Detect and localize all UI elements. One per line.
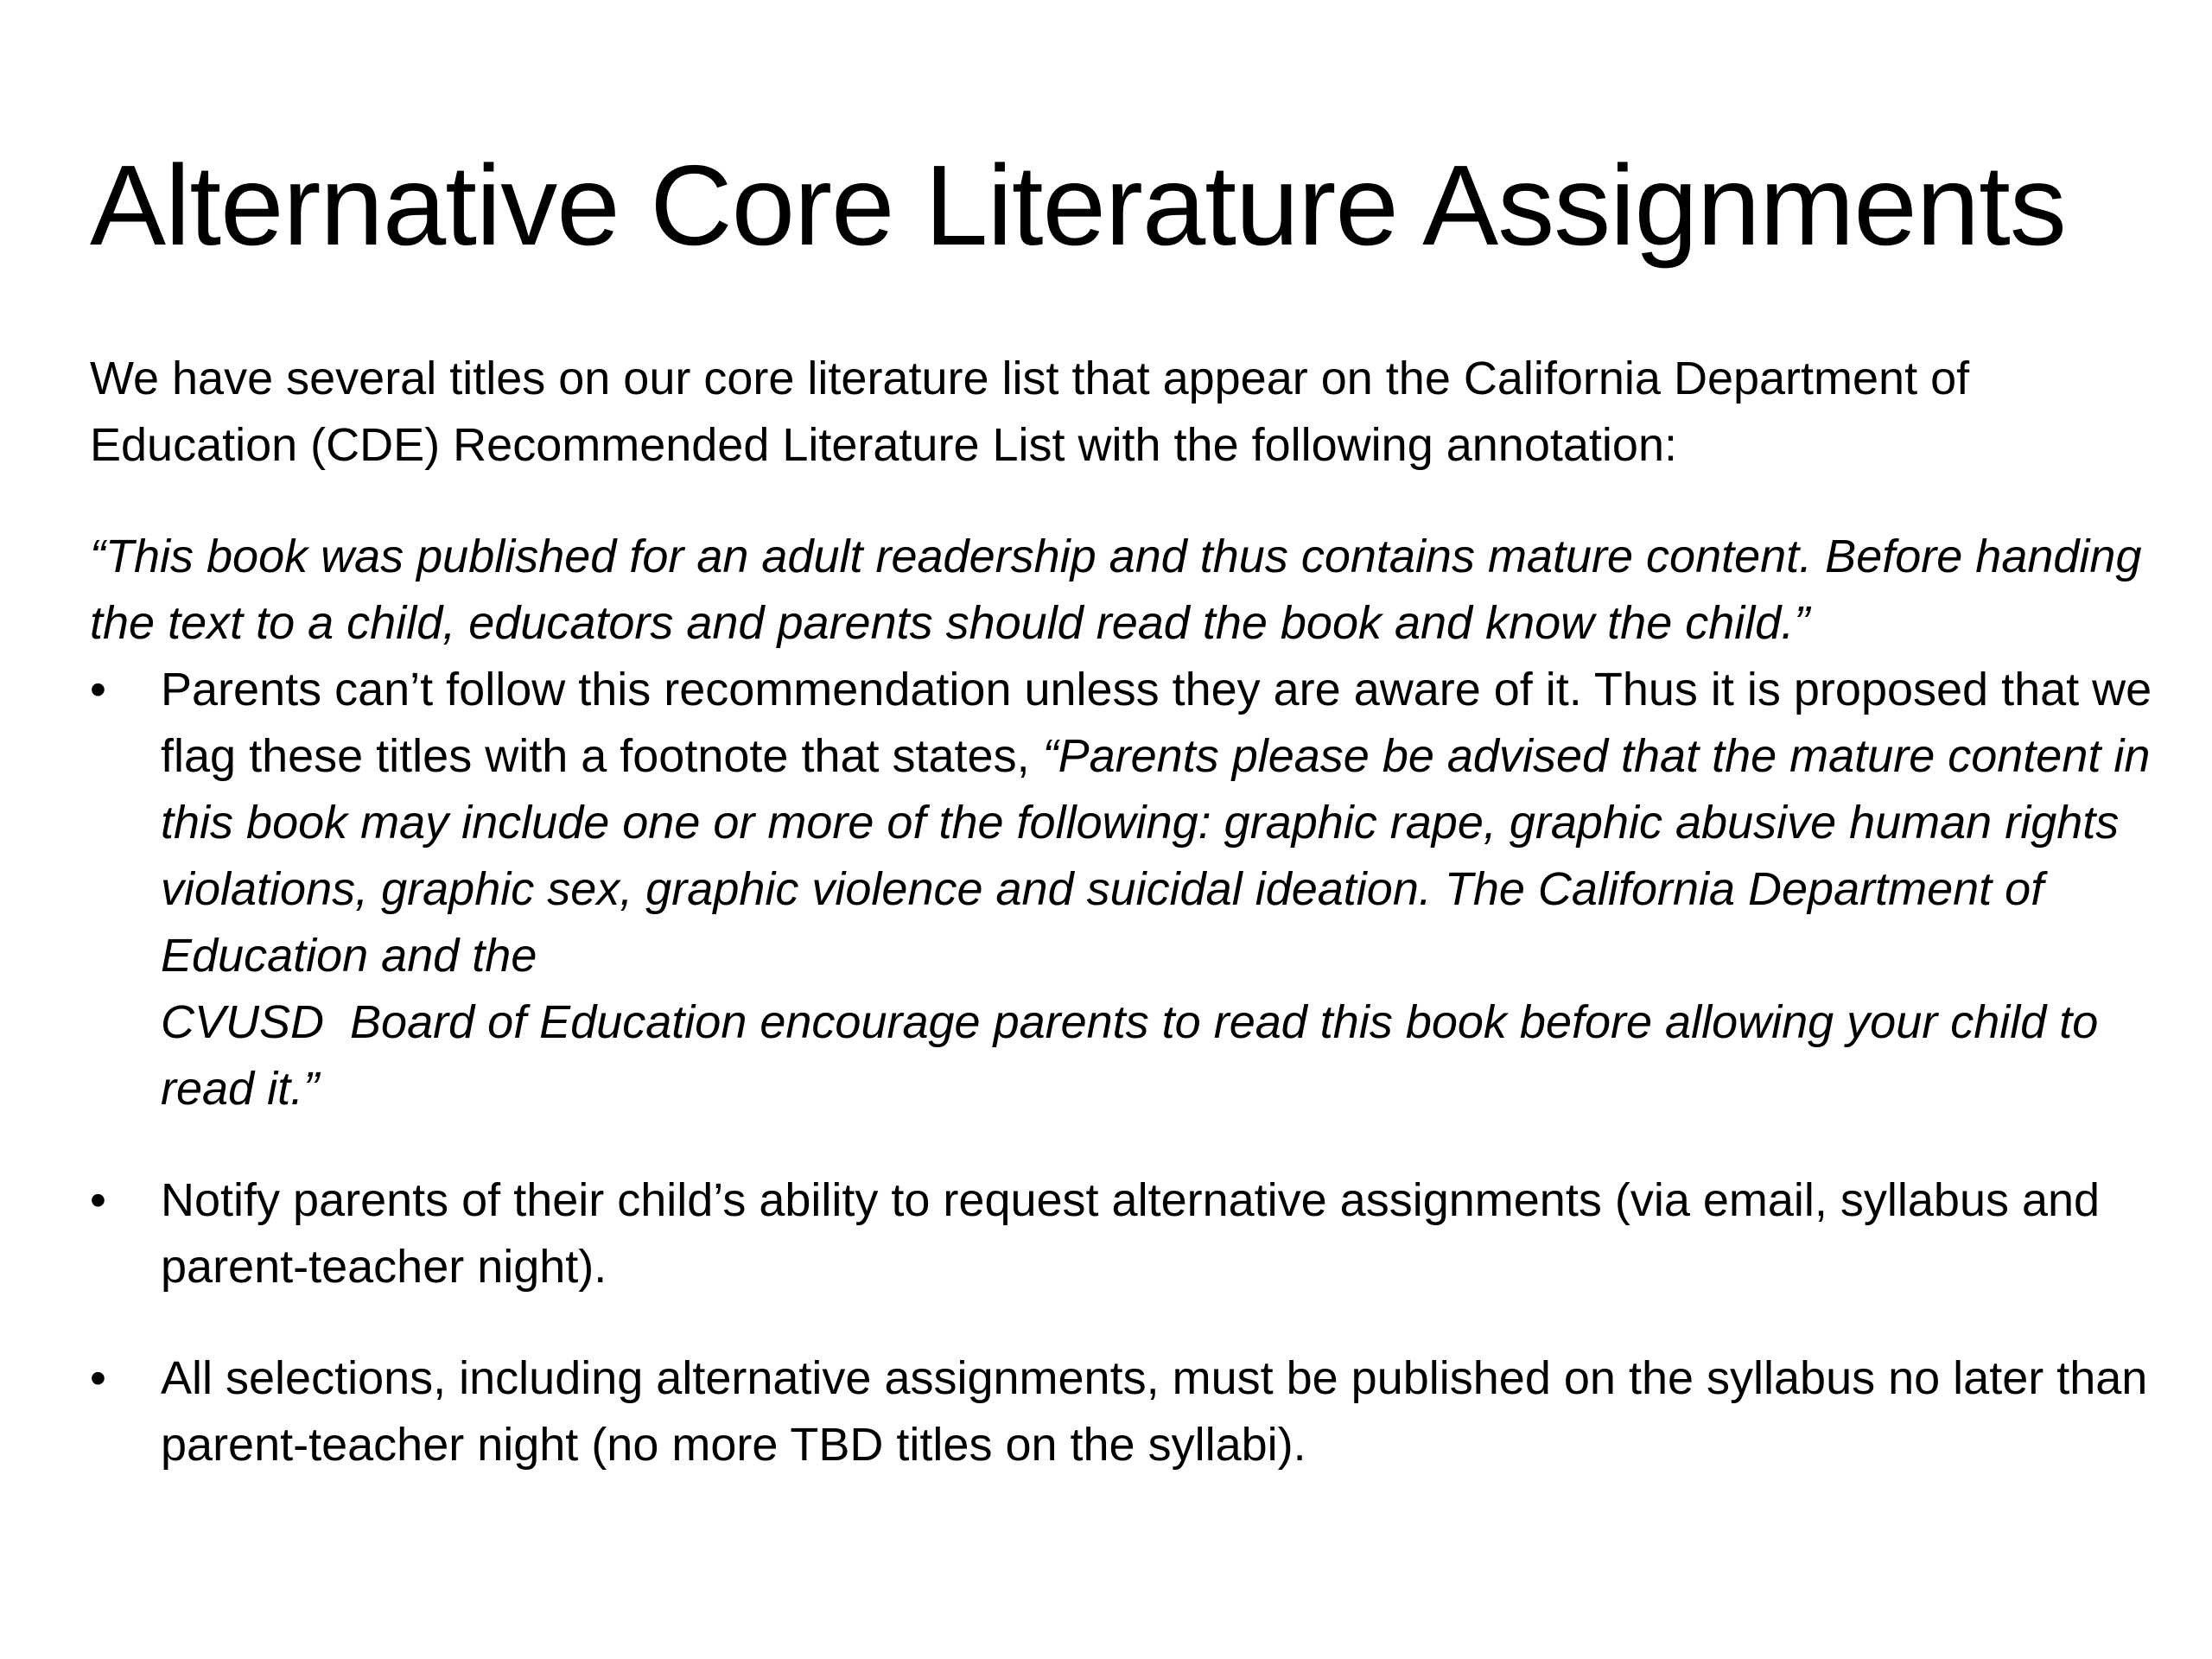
bullet-item-notify — [90, 1167, 2181, 1300]
bullet-icon: • — [90, 1174, 106, 1226]
bullet-icon: • — [90, 1352, 106, 1404]
bullet-text: Parents can’t follow this recommendation unless they are aware of it. Thus it is proposed that we flag these titles with a footnote that states, — [161, 664, 2152, 782]
bullet-text: Notify parents of their child’s ability to request alternative assignments (via email, syllabus and parent-teacher night). — [161, 1174, 2101, 1293]
intro-paragraph: We have several titles on our core literature list that appear on the California Department of Education (CDE) Recommended Literature List with the following annotation: — [90, 353, 1970, 471]
bullet-item-footnote — [90, 657, 2181, 1122]
bullet-text: All selections, including alternative assignments, must be published on the syllabus no later than parent-teacher night (no more TBD titles on the syllabi). — [161, 1352, 2148, 1471]
cde-annotation-quote: “This book was published for an adult readership and thus contains mature content. Before handing the text to a child, educators and parents should read the book and know the child.” — [90, 531, 2142, 649]
bullet-item-publish — [90, 1345, 2181, 1478]
slide-title: Alternative Core Literature Assignments — [90, 142, 2066, 270]
slide-body — [90, 346, 2181, 1478]
footnote-quote-part1: “Parents please be advised that the mature content in this book may include one or more of the following: graphic rape, graphic abusive human rights violations, graphic sex, graphic violence and suicidal ideation. The California Department of Education and the — [161, 730, 2151, 982]
bullet-list — [90, 657, 2181, 1478]
footnote-quote-part2: CVUSD Board of Education encourage parents to read this book before allowing your child to read it.” — [161, 996, 2099, 1115]
bullet-icon: • — [90, 664, 106, 715]
